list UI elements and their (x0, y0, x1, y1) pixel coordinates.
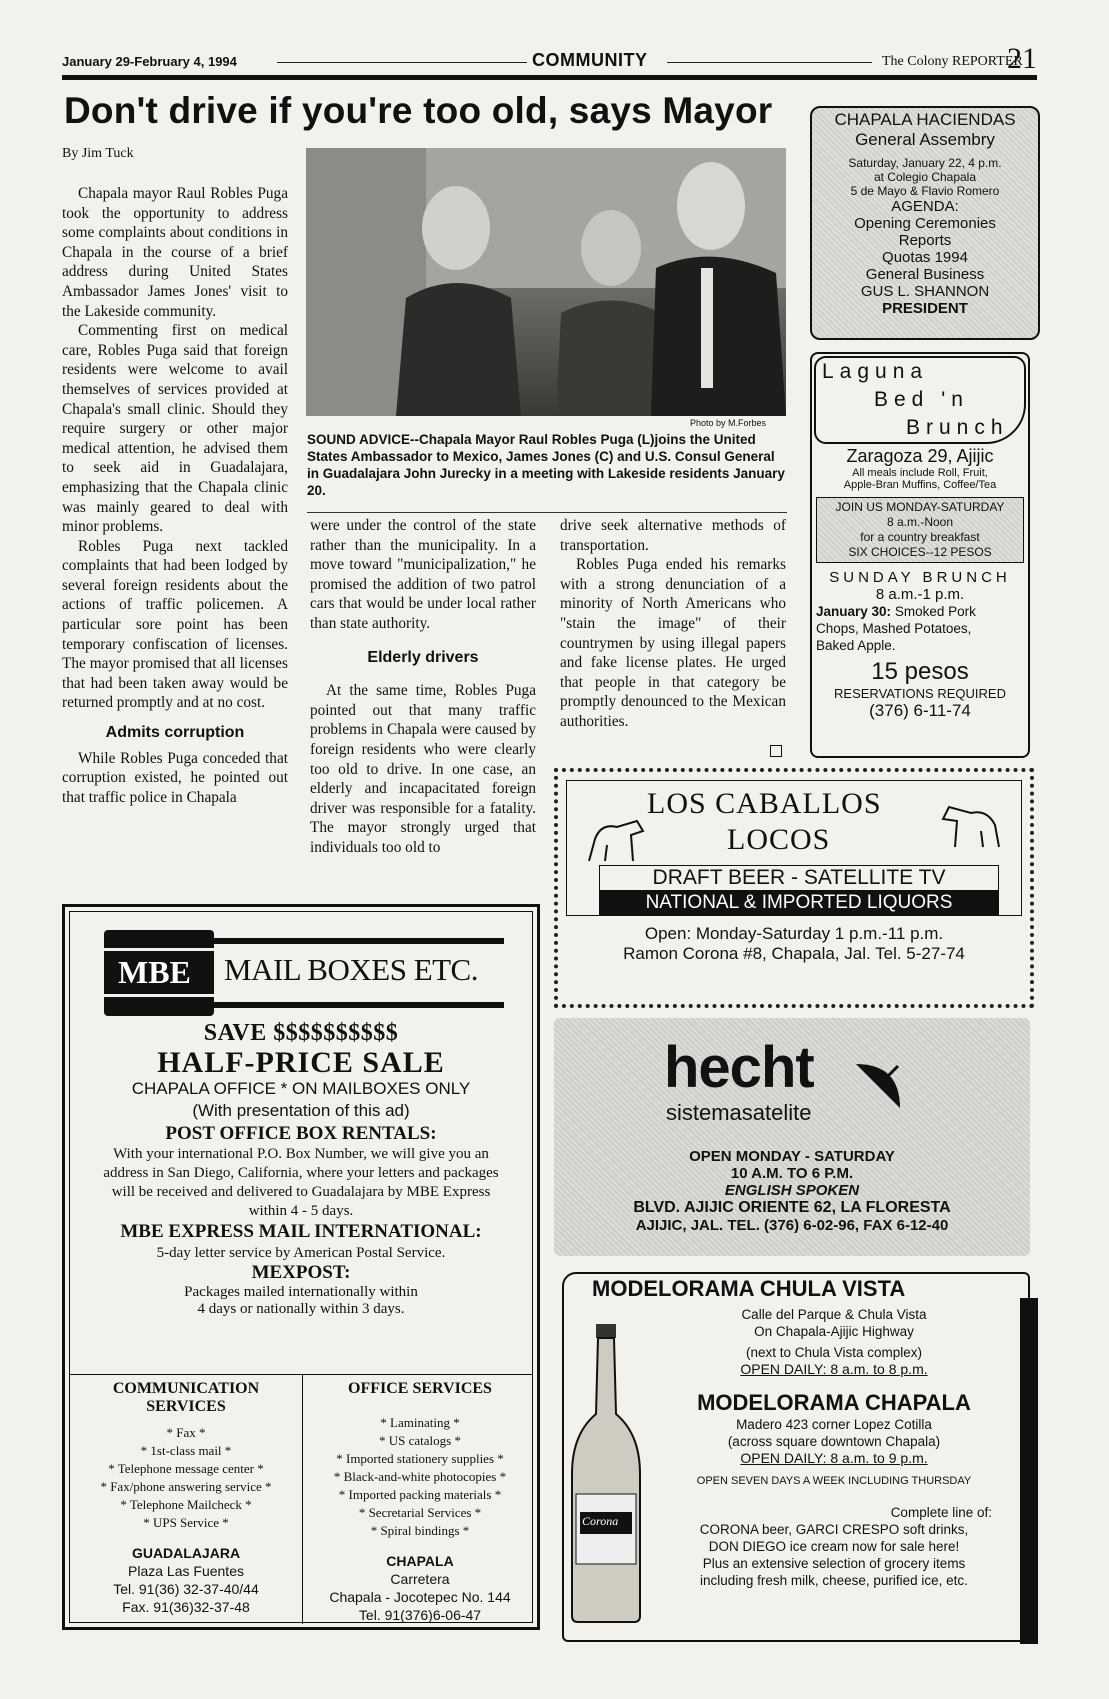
services-title: OFFICE SERVICES (348, 1380, 492, 1397)
logo-word: Brunch (906, 416, 1009, 439)
bottle-label: Corona (582, 1514, 619, 1528)
satellite-dish-icon (850, 1054, 910, 1114)
caballos-address: Ramon Corona #8, Chapala, Jal. Tel. 5-27-74 (623, 944, 965, 963)
ad-place: at Colegio Chapala (873, 170, 977, 184)
caballos-hours: Open: Monday-Saturday 1 p.m.-11 p.m. (644, 924, 944, 943)
mexpost-text: 4 days or nationally within 3 days. (197, 1301, 405, 1317)
paragraph: At the same time, Robles Puga pointed out that many traffic problems in Chapala were caused by foreign residents who were clearly too old to drive. In one case, an elderly and incapacitated foreign driver was responsible for a fatality. The mayor strongly urged that individuals too old to (310, 682, 536, 856)
brunch-menu (812, 603, 1028, 654)
service-item: * Fax * (166, 1425, 206, 1440)
liquors-banner: NATIONAL & IMPORTED LIQUORS (599, 891, 999, 915)
headline: Don't drive if you're too old, says Mayor (64, 90, 773, 131)
paper-name: The Colony REPORTER (882, 54, 1023, 69)
page-header (62, 42, 1037, 76)
presentation-line: (With presentation of this ad) (192, 1101, 410, 1120)
meals-line: All meals include Roll, Fruit, (852, 467, 988, 479)
hecht-logo (554, 1018, 1030, 1130)
breakfast-line: for a country breakfast (860, 530, 980, 544)
photo-caption: SOUND ADVICE--Chapala Mayor Raul Robles Puga (L)joins the United States Ambassador to Mexico, James Jones (C) and U.S. Consul General in Guadalajara John Jurecky in a meeting with Lakeside residents January 20. (307, 432, 785, 498)
modelorama-details (664, 1306, 1004, 1589)
location-title: CHAPALA (386, 1553, 454, 1569)
brunch-price: 15 pesos (871, 658, 969, 685)
paragraph: While Robles Puga conceded that corruption existed, he pointed out that traffic police in Chapala (62, 749, 288, 806)
location-line: Fax. 91(36)32-37-48 (122, 1599, 250, 1615)
caballos-name: LOS CABALLOS (647, 787, 882, 820)
draft-beer-banner: DRAFT BEER - SATELLITE TV (599, 865, 999, 891)
breakfast-line: SIX CHOICES--12 PESOS (848, 545, 992, 559)
pobox-text: With your international P.O. Box Number, we will give you an address in San Diego, California, where your letters and packages will be received and delivered to Guadalajara by MBE Express within 4 - 5 days. (103, 1146, 499, 1219)
issue-date: January 29-February 4, 1994 (62, 54, 237, 69)
header-thick-rule (62, 75, 1037, 80)
mbe-company-name: MAIL BOXES ETC. (224, 952, 478, 987)
ad-title: CHAPALA HACIENDAS (834, 110, 1016, 129)
paragraph: Robles Puga next tackled complaints that had been lodged by several foreign residents about the actions of traffic policemen. A particular sore point has been temporary confiscation of licenses. The mayor promised that all licenses that had been taken away would be returned promptly and at no cost. (62, 537, 288, 712)
page-number: 21 (1007, 42, 1037, 75)
breakfast-line: 8 a.m.-Noon (886, 515, 954, 529)
menu-date: January 30: (816, 604, 892, 619)
modelorama-title: MODELORAMA CHAPALA (697, 1390, 971, 1415)
address-line: (across square downtown Chapala) (727, 1434, 941, 1449)
logo-stripe (104, 948, 214, 951)
service-item: * Spiral bindings * (370, 1523, 470, 1538)
president-name: GUS L. SHANNON (860, 283, 990, 300)
location-line: Tel. 91(376)6-06-47 (358, 1607, 482, 1623)
section-heading: MBE EXPRESS MAIL INTERNATIONAL: (120, 1221, 482, 1242)
caballos-ad (554, 768, 1034, 1008)
product-line: CORONA beer, GARCI CRESPO soft drinks, (699, 1522, 969, 1537)
paragraph: were under the control of the state rather than the municipality. In a move toward "municipalization," he promised the addition of two patrol cars that would be under local rather than state authority. (310, 517, 536, 632)
ad-address: 5 de Mayo & Flavio Romero (850, 184, 1000, 198)
horse-icon (581, 811, 651, 871)
chapala-haciendas-ad (810, 106, 1040, 340)
article-column-3 (560, 516, 786, 732)
product-line: Plus an extensive selection of grocery items (702, 1556, 966, 1571)
location-line: Carretera (390, 1571, 450, 1587)
beer-bottle-icon (568, 1324, 644, 1624)
paragraph: Chapala mayor Raul Robles Puga took the opportunity to address some complaints about conditions in Chapala in the course of a brief address during United States Ambassador James Jones' visit to the Lakeside community. (62, 185, 288, 320)
mbe-ad (62, 904, 540, 1630)
service-item: * Black-and-white photocopies * (333, 1469, 507, 1484)
menu-line: Chops, Mashed Potatoes, (816, 621, 972, 636)
laguna-ad (810, 352, 1030, 758)
product-line: DON DIEGO ice cream now for sale here! (708, 1539, 960, 1554)
modelorama-title: MODELORAMA CHULA VISTA (592, 1276, 906, 1301)
paragraph: Robles Puga ended his remarks with a strong denunciation of a minority of North Americans who "stain the image" of their countrymen by using illegal papers and fake license plates. He urged that people in that category be promptly denounced to the Mexican authorities. (560, 556, 786, 730)
agenda-label: AGENDA: (891, 198, 959, 215)
mexpost-text: Packages mailed internationally within (184, 1284, 418, 1300)
caballos-name: LOCOS (727, 823, 831, 856)
hecht-name: hecht (664, 1035, 814, 1100)
article-photo (306, 148, 786, 416)
section-heading: POST OFFICE BOX RENTALS: (165, 1123, 437, 1144)
location-line: Tel. 91(36) 32-37-40/44 (113, 1581, 259, 1597)
article-column-2 (310, 516, 536, 858)
hecht-address: AJIJIC, JAL. TEL. (376) 6-02-96, FAX 6-12-40 (635, 1217, 949, 1234)
ad-date: Saturday, January 22, 4 p.m. (848, 156, 1002, 170)
sunday-brunch: SUNDAY BRUNCH (829, 569, 1011, 586)
article-column-1 (62, 184, 288, 807)
location-title: GUADALAJARA (131, 1545, 241, 1561)
ad-subtitle: General Assembry (855, 130, 995, 149)
service-item: * Secretarial Services * (358, 1505, 482, 1520)
service-item: * Fax/phone answering service * (100, 1479, 272, 1494)
hecht-ad (554, 1018, 1030, 1256)
hecht-address: BLVD. AJIJIC ORIENTE 62, LA FLORESTA (633, 1199, 951, 1216)
address-line: On Chapala-Ajijic Highway (754, 1324, 914, 1339)
end-mark-icon (770, 745, 782, 757)
laguna-address: Zaragoza 29, Ajijic (846, 446, 994, 466)
sale-line: HALF-PRICE SALE (157, 1046, 445, 1079)
communication-services (70, 1380, 302, 1616)
service-item: * US catalogs * (379, 1433, 461, 1448)
address-line: Calle del Parque & Chula Vista (741, 1307, 927, 1322)
services-title: SERVICES (146, 1398, 226, 1415)
hours-line: OPEN DAILY: 8 a.m. to 8 p.m. (740, 1361, 928, 1377)
modelorama-ad (562, 1272, 1030, 1642)
horse-icon (937, 797, 1007, 857)
section-heading: MEXPOST: (251, 1262, 351, 1283)
hecht-hours: OPEN MONDAY - SATURDAY (689, 1148, 895, 1165)
location-line: Chapala - Jocotepec No. 144 (329, 1589, 511, 1605)
product-line: Complete line of: (890, 1505, 992, 1520)
service-item: * 1st-class mail * (140, 1443, 232, 1458)
agenda-item: General Business (865, 266, 985, 283)
brunch-time: 8 a.m.-1 p.m. (875, 586, 965, 603)
mbe-body (70, 1020, 532, 1318)
agenda-item: Quotas 1994 (882, 249, 968, 266)
hecht-subtitle: sistemasatelite (666, 1100, 812, 1125)
express-text: 5-day letter service by American Postal Service. (156, 1245, 446, 1261)
services-title: COMMUNICATION (112, 1380, 260, 1397)
menu-line: Smoked Pork (894, 604, 976, 619)
subhead-elderly-drivers: Elderly drivers (367, 648, 479, 666)
service-item: * Laminating * (380, 1415, 460, 1430)
header-rule-right (667, 62, 872, 63)
service-item: * UPS Service * (143, 1515, 229, 1530)
hours-line: OPEN DAILY: 8 a.m. to 9 p.m. (740, 1450, 928, 1466)
president-title: PRESIDENT (882, 300, 968, 317)
photo-credit: Photo by M.Forbes (690, 418, 767, 428)
seven-days-line: OPEN SEVEN DAYS A WEEK INCLUDING THURSDAY (696, 1475, 972, 1487)
photo-illustration (306, 148, 786, 416)
services-top-rule (70, 1374, 532, 1375)
office-line: CHAPALA OFFICE * ON MAILBOXES ONLY (131, 1079, 471, 1098)
menu-line: Baked Apple. (816, 638, 896, 653)
laguna-logo-box (814, 356, 1026, 444)
address-line: (next to Chula Vista complex) (745, 1345, 923, 1360)
service-item: * Telephone Mailcheck * (120, 1497, 252, 1512)
mbe-logo-band (104, 930, 504, 1016)
logo-word: Bed 'n (874, 388, 969, 411)
caballos-inner (566, 780, 1022, 916)
reservations-note: RESERVATIONS REQUIRED (834, 686, 1006, 701)
meals-line: Apple-Bran Muffins, Coffee/Tea (843, 479, 997, 491)
paragraph: Commenting first on medical care, Robles Puga said that foreign residents were welcome to avail themselves of services provided at Chapala's small clinic. Should they require surgery or other major medical attention, he advised them to seek aid in Guadalajara, emphasizing that the Chapala clinic was mainly geared to deal with minor problems. (62, 322, 288, 536)
byline: By Jim Tuck (62, 146, 134, 161)
logo-stripe (104, 994, 214, 997)
service-item: * Telephone message center * (108, 1461, 264, 1476)
hecht-english: ENGLISH SPOKEN (724, 1182, 860, 1199)
modelorama-shadow (1020, 1298, 1038, 1644)
location-line: Plaza Las Fuentes (128, 1563, 244, 1579)
service-item: * Imported stationery supplies * (336, 1451, 504, 1466)
laguna-phone: (376) 6-11-74 (869, 701, 971, 720)
office-services (303, 1380, 537, 1624)
agenda-item: Opening Ceremonies (854, 215, 996, 232)
hecht-hours: 10 A.M. TO 6 P.M. (730, 1165, 854, 1182)
subhead-admits-corruption: Admits corruption (105, 724, 245, 742)
agenda-item: Reports (898, 232, 952, 249)
logo-word: Laguna (822, 360, 929, 383)
mbe-logo-text: MBE (118, 954, 191, 990)
service-item: * Imported packing materials * (338, 1487, 502, 1502)
breakfast-box (816, 497, 1024, 563)
save-line: SAVE $$$$$$$$$$ (203, 1020, 399, 1046)
section-name: COMMUNITY (532, 50, 648, 70)
address-line: Madero 423 corner Lopez Cotilla (736, 1417, 932, 1432)
header-rule-left (277, 62, 527, 63)
product-line: including fresh milk, cheese, purified ice, etc. (700, 1573, 968, 1588)
breakfast-line: JOIN US MONDAY-SATURDAY (835, 500, 1005, 514)
caption-rule (307, 512, 787, 513)
paragraph: drive seek alternative methods of transportation. (560, 517, 786, 554)
